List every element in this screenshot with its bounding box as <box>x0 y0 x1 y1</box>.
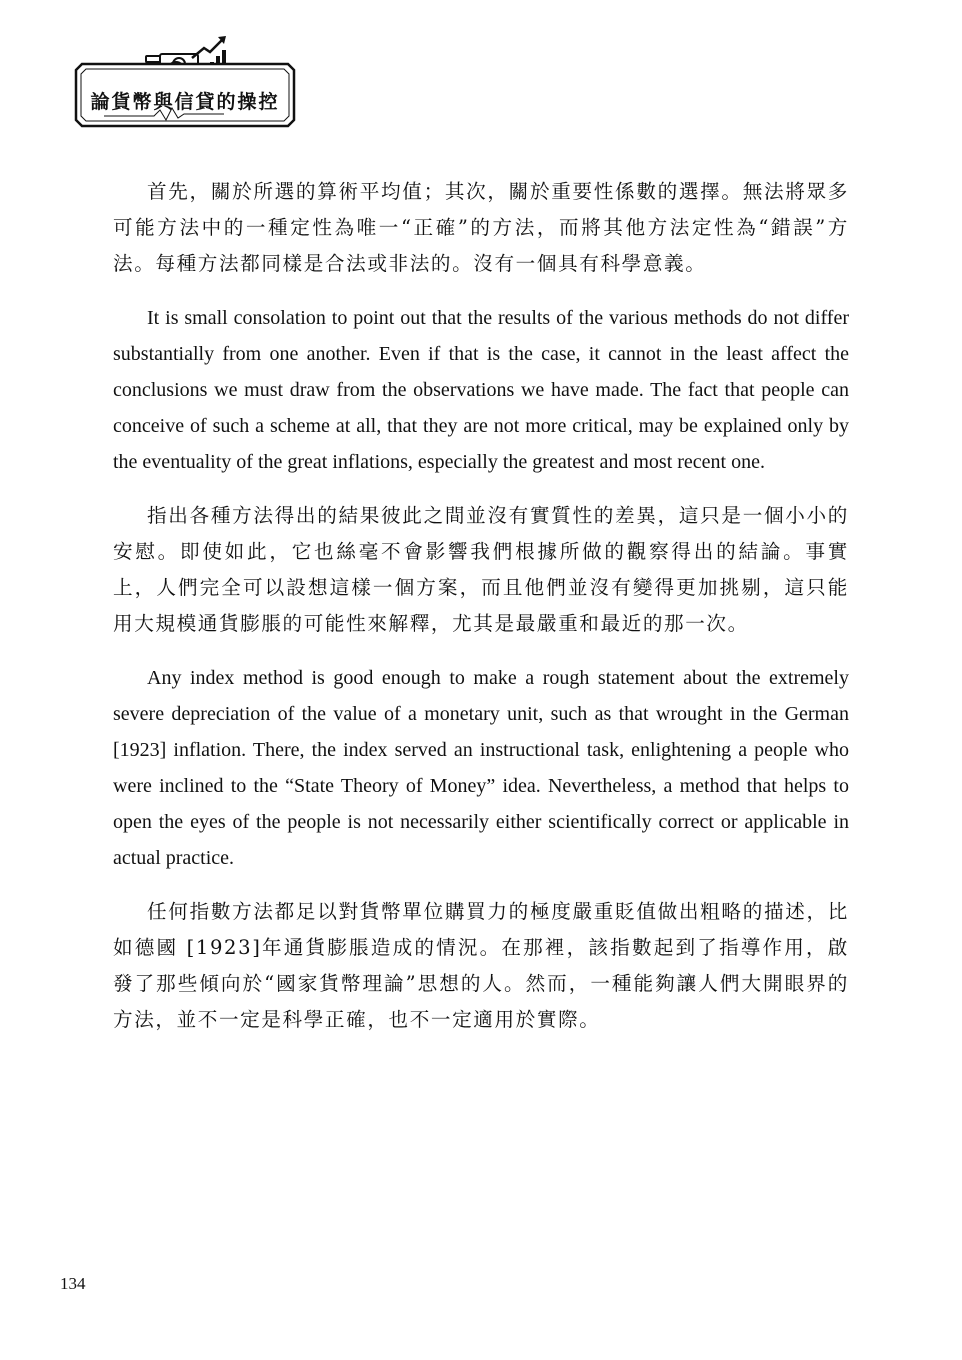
paragraph-zh-1: 首先，關於所選的算術平均值；其次，關於重要性係數的選擇。無法將眾多可能方法中的一種定性為唯一“正確”的方法，而將其他方法定性為“錯誤”方法。每種方法都同樣是合法或非法的。沒有一個具有科學意義。 <box>113 180 849 275</box>
book-title: 論貨幣與信貸的操控 <box>90 91 280 113</box>
paragraph-zh-2: 指出各種方法得出的結果彼此之間並沒有實質性的差異，這只是一個小小的安慰。即使如此，它也絲毫不會影響我們根據所做的觀察得出的結論。事實上，人們完全可以設想這樣一個方案，而且他們並沒有變得更加挑剔，這只能用大規模通貨膨脹的可能性來解釋，尤其是最嚴重和最近的那一次。 <box>113 504 849 635</box>
paragraph-en-1: It is small consolation to point out that the results of the various methods do not differ substantially from one another. Even if that is the case, it cannot in the least affect the conclusions we must draw from the observations we have made. The fact that people can conceive of such a scheme at all, that they are not more critical, may be explained only by the eventuality of the great inflations, especially the greatest and most recent one. <box>113 307 849 473</box>
page-number: 134 <box>60 1274 86 1293</box>
book-header <box>74 34 296 130</box>
paragraph-en-2: Any index method is good enough to make a rough statement about the extremely severe depreciation of the value of a monetary unit, such as that wrought in the German [1923] inflation. There, the index served an instructional task, enlightening a people who were inclined to the “State Theory of Money” idea. Nevertheless, a method that helps to open the eyes of the people is not necessarily either scientifically correct or applicable in actual practice. <box>113 667 849 869</box>
page-content <box>113 174 849 1056</box>
paragraph-zh-3: 任何指數方法都足以對貨幣單位購買力的極度嚴重貶值做出粗略的描述，比如德國 [1923]年通貨膨脹造成的情況。在那裡，該指數起到了指導作用，啟發了那些傾向於“國家貨幣理論”思想的人。然而，一種能夠讓人們大開眼界的方法，並不一定是科學正確，也不一定適用於實際。 <box>113 900 849 1031</box>
